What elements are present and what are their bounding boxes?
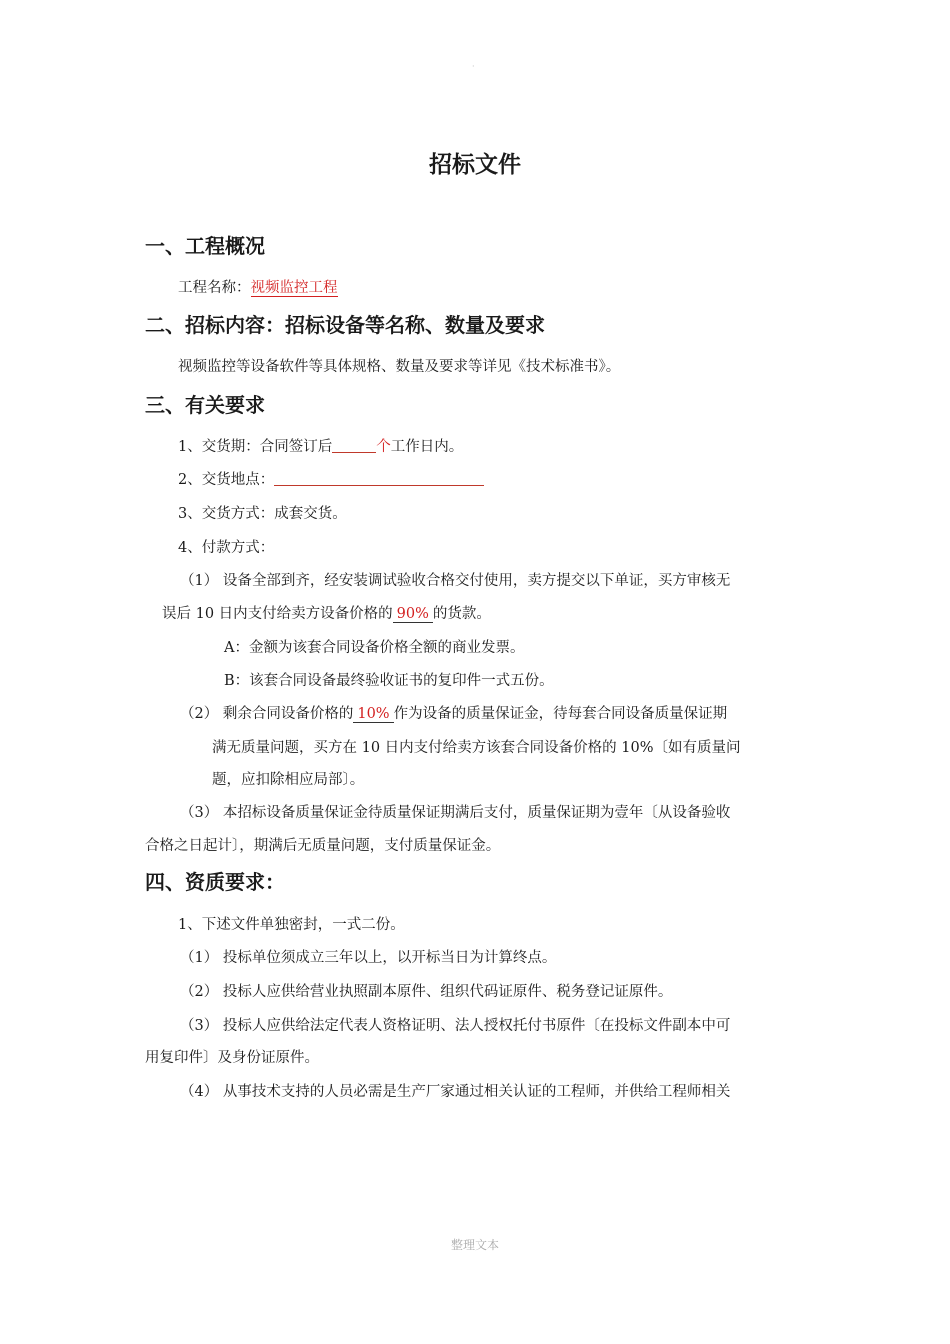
qualification-intro: 1、下述文件单独密封，一式二份。 bbox=[178, 917, 405, 933]
delivery-period bbox=[178, 435, 463, 456]
section-4-heading: 四、资质要求： bbox=[145, 870, 285, 894]
delivery-location bbox=[178, 468, 484, 489]
delivery-days-blank bbox=[332, 438, 376, 453]
delivery-method: 3、交货方式：成套交货。 bbox=[178, 506, 347, 522]
page-footer: 整理文本 bbox=[450, 1238, 499, 1252]
top-mark: · bbox=[472, 62, 475, 71]
payment-method: 4、付款方式： bbox=[178, 540, 275, 556]
payment-clause-1-line-1: （1） 设备全部到齐，经安装调试验收合格交付使用，卖方提交以下单证，买方审核无 bbox=[180, 573, 731, 589]
payment-clause-1-line-2 bbox=[162, 602, 491, 623]
payment-doc-b: B：该套合同设备最终验收证书的复印件一式五份。 bbox=[224, 673, 554, 689]
delivery-period-label: 1、交货期：合同签订后 bbox=[178, 439, 333, 455]
payment-percent-10: 10% bbox=[353, 706, 393, 723]
payment-clause-1-text: 误后 10 日内支付给卖方设备价格的 bbox=[162, 606, 393, 622]
section-1-heading: 一、工程概况 bbox=[145, 234, 265, 258]
section-3-heading: 三、有关要求 bbox=[145, 393, 265, 417]
payment-clause-3-line-2: 合格之日起计〕，期满后无质量问题，支付质量保证金。 bbox=[145, 838, 501, 854]
qualification-4-line-1: （4） 从事技术支持的人员必需是生产厂家通过相关认证的工程师，并供给工程师相关 bbox=[180, 1084, 731, 1100]
project-name-label: 工程名称： bbox=[178, 280, 251, 296]
qualification-1: （1） 投标单位须成立三年以上，以开标当日为计算终点。 bbox=[180, 950, 557, 966]
qualification-3-line-1: （3） 投标人应供给法定代表人资格证明、法人授权托付书原件〔在投标文件副本中可 bbox=[180, 1018, 731, 1034]
payment-clause-2-line-3: 题，应扣除相应局部〕。 bbox=[212, 772, 365, 788]
payment-doc-a: A：金额为该套合同设备价格全额的商业发票。 bbox=[224, 640, 525, 656]
qualification-3-line-2: 用复印件〕及身份证原件。 bbox=[145, 1050, 319, 1066]
section-2-body: 视频监控等设备软件等具体规格、数量及要求等详见《技术标准书》。 bbox=[178, 359, 621, 375]
payment-percent-90: 90% bbox=[393, 606, 433, 623]
payment-clause-2-line-2: 满无质量问题，买方在 10 日内支付给卖方该套合同设备价格的 10%〔如有质量问 bbox=[212, 740, 741, 756]
project-name-line bbox=[178, 276, 338, 297]
qualification-2: （2） 投标人应供给营业执照副本原件、组织代码证原件、税务登记证原件。 bbox=[180, 984, 673, 1000]
payment-clause-2-line-1 bbox=[180, 702, 727, 723]
delivery-location-blank bbox=[274, 471, 484, 486]
delivery-location-label: 2、交货地点： bbox=[178, 472, 275, 488]
section-2-heading: 二、招标内容：招标设备等名称、数量及要求 bbox=[145, 313, 545, 337]
payment-clause-3-line-1: （3） 本招标设备质量保证金待质量保证期满后支付，质量保证期为壹年〔从设备验收 bbox=[180, 805, 731, 821]
payment-clause-2-suffix: 作为设备的质量保证金，待每套合同设备质量保证期 bbox=[393, 706, 728, 722]
payment-clause-2-text: （2） 剩余合同设备价格的 bbox=[180, 706, 354, 722]
project-name-value: 视频监控工程 bbox=[250, 280, 338, 296]
delivery-unit: 个 bbox=[376, 439, 391, 455]
payment-clause-1-suffix: 的货款。 bbox=[432, 606, 491, 622]
delivery-period-suffix: 工作日内。 bbox=[390, 439, 464, 455]
document-title: 招标文件 bbox=[429, 152, 521, 178]
